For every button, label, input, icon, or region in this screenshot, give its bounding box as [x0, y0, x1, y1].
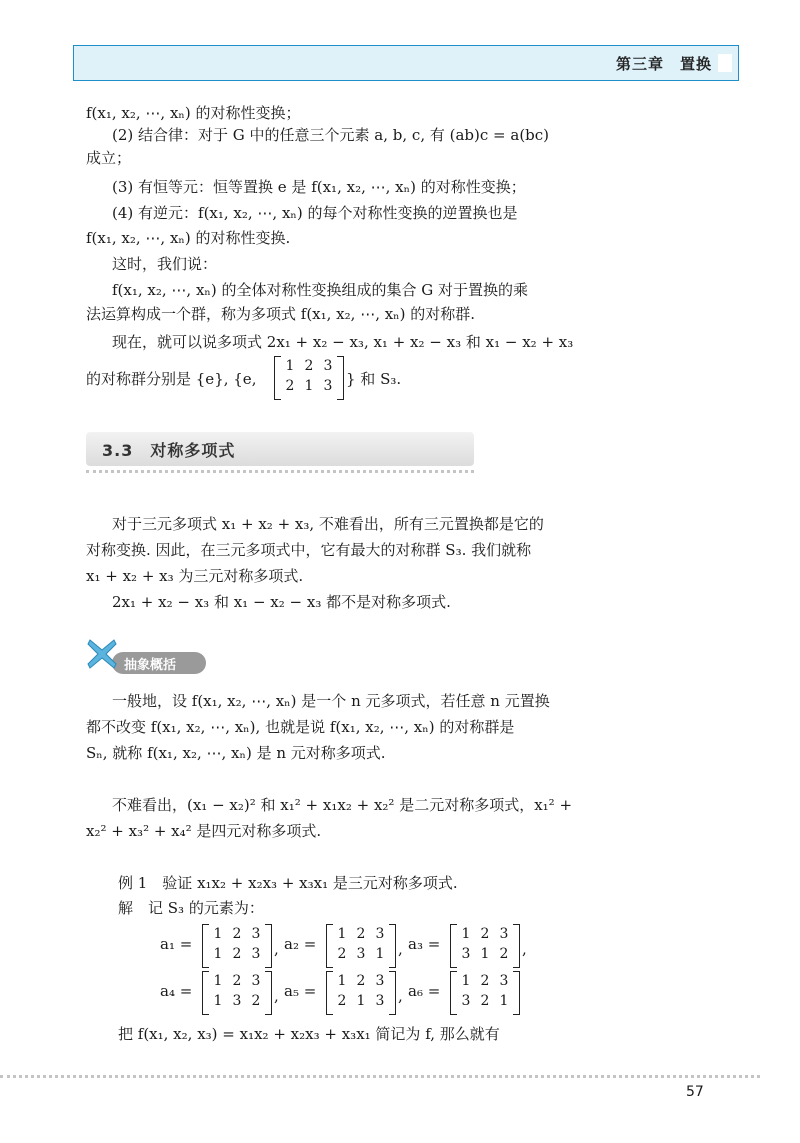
text-line: 把 f(x₁, x₂, x₃) = x₁x₂ + x₂x₃ + x₃x₁ 简记为 f, 那么就有: [118, 1025, 500, 1043]
text-line: 法运算构成一个群，称为多项式 f(x₁, x₂, ⋯, xₙ) 的对称群.: [86, 305, 476, 323]
permutation-matrix: 1 3 2 2 3 1: [450, 971, 520, 1013]
text-line: f(x₁, x₂, ⋯, xₙ) 的全体对称性变换组成的集合 G 对于置换的乘: [112, 281, 529, 299]
text-line: } 和 S₃.: [346, 370, 402, 388]
permutation-matrix: 1 1 2 3 3 2: [202, 971, 272, 1013]
separator: ,: [274, 987, 279, 1005]
separator: ,: [398, 940, 403, 958]
text-line: 2x₁ + x₂ − x₃ 和 x₁ − x₂ − x₃ 都不是对称多项式.: [112, 593, 451, 611]
permutation-matrix-inline: 1 2 3 2 1 3: [274, 356, 344, 398]
text-line: 的对称群分别是 {e}, {e,: [86, 370, 257, 388]
permutation-matrix: 1 2 2 1 3 3: [326, 971, 396, 1013]
header-tab-marker: [718, 54, 732, 72]
text-line: 成立；: [86, 149, 132, 167]
permutation-label: a₅ =: [284, 982, 317, 1000]
text-line: 对于三元多项式 x₁ + x₂ + x₃, 不难看出，所有三元置换都是它的: [112, 515, 544, 533]
text-line: 一般地，设 f(x₁, x₂, ⋯, xₙ) 是一个 n 元多项式，若任意 n 元置换: [112, 692, 550, 710]
text-line: (4) 有逆元：f(x₁, x₂, ⋯, xₙ) 的每个对称性变换的逆置换也是: [112, 204, 518, 222]
text-line: f(x₁, x₂, ⋯, xₙ) 的对称性变换；: [86, 104, 301, 122]
text-line: x₂² + x₃² + x₄² 是四元对称多项式.: [86, 822, 322, 840]
separator: ,: [398, 987, 403, 1005]
chapter-title: 第三章 置换: [615, 55, 712, 73]
text-line: x₁ + x₂ + x₃ 为三元对称多项式.: [86, 567, 304, 585]
permutation-label: a₃ =: [408, 935, 441, 953]
section-title: 3.3 对称多项式: [102, 441, 236, 460]
cross-shape-icon: [86, 638, 118, 670]
text-line: Sₙ, 就称 f(x₁, x₂, ⋯, xₙ) 是 n 元对称多项式.: [86, 744, 386, 762]
page-number: 57: [686, 1084, 704, 1100]
section-heading: [86, 432, 474, 466]
permutation-label: a₁ =: [160, 935, 193, 953]
abstract-summary-badge: [86, 638, 206, 678]
text-line: (3) 有恒等元：恒等置换 e 是 f(x₁, x₂, ⋯, xₙ) 的对称性变换；: [112, 178, 526, 196]
permutation-label: a₆ =: [408, 982, 441, 1000]
example-title: 例 1 验证 x₁x₂ + x₂x₃ + x₃x₁ 是三元对称多项式.: [118, 874, 458, 892]
badge-label: 抽象概括: [124, 658, 177, 673]
text-line: 这时，我们说：: [112, 255, 218, 273]
text-line: f(x₁, x₂, ⋯, xₙ) 的对称性变换.: [86, 229, 291, 247]
text-line: (2) 结合律：对于 G 中的任意三个元素 a, b, c, 有 (ab)c = a(bc): [112, 126, 550, 144]
section-divider: [86, 470, 474, 473]
text-line: 对称变换. 因此，在三元多项式中，它有最大的对称群 S₃. 我们就称: [86, 541, 532, 559]
text-line: 都不改变 f(x₁, x₂, ⋯, xₙ), 也就是说 f(x₁, x₂, ⋯, xₙ) 的对称群是: [86, 718, 515, 736]
separator: ,: [522, 940, 527, 958]
text-line: 不难看出，(x₁ − x₂)² 和 x₁² + x₁x₂ + x₂² 是二元对称多项式，x₁² +: [112, 796, 573, 814]
footer-divider: [0, 1075, 760, 1078]
permutation-matrix: 1 1 2 2 3 3: [202, 924, 272, 966]
permutation-matrix: 1 3 2 1 3 2: [450, 924, 520, 966]
separator: ,: [274, 940, 279, 958]
permutation-label: a₂ =: [284, 935, 317, 953]
chapter-header-bar: [73, 45, 739, 81]
permutation-label: a₄ =: [160, 982, 193, 1000]
text-line: 现在，就可以说多项式 2x₁ + x₂ − x₃, x₁ + x₂ − x₃ 和 x₁ − x₂ + x₃: [112, 333, 574, 351]
permutation-matrix: 1 2 2 3 3 1: [326, 924, 396, 966]
solution-line: 解 记 S₃ 的元素为：: [118, 899, 264, 917]
